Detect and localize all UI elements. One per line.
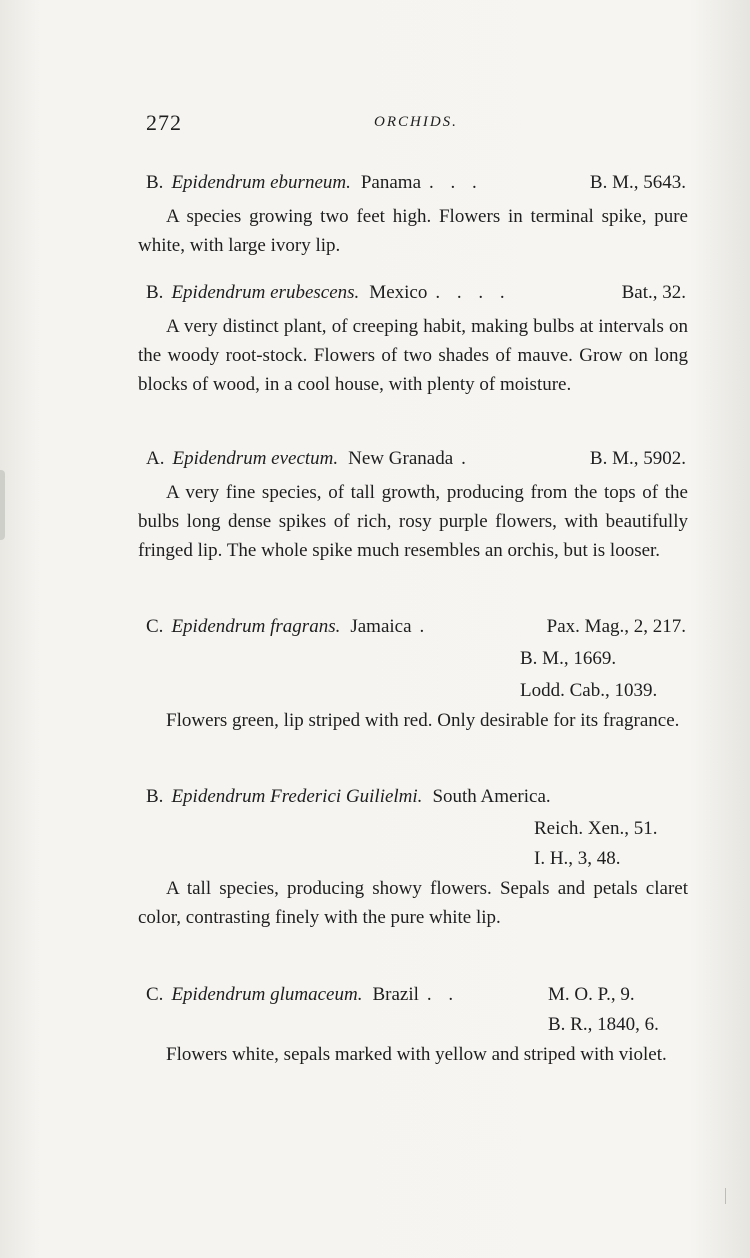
entry-reference: Bat., 32. [621, 282, 686, 303]
entry-headline [146, 168, 686, 198]
entry-name: Epidendrum Frederici Guilielmi. [171, 786, 423, 807]
entry-description [138, 874, 688, 932]
entry-headline [146, 782, 686, 812]
entry-grade: C. [146, 984, 164, 1005]
entry-description [138, 706, 688, 735]
page-edge-shadow [0, 470, 5, 540]
entry-dots: . [419, 616, 431, 637]
entry-location: Jamaica [350, 616, 412, 637]
entry-description-text: Flowers green, lip striped with red. Only desirable for its fragrance. [166, 710, 680, 731]
entry-dots: . . . . [435, 282, 511, 303]
entry-grade: B. [146, 786, 164, 807]
entry-description [138, 478, 688, 565]
entry-description-text: A tall species, producing showy flowers. Sepals and petals claret color, contrasting finely with the pure white lip. [138, 878, 688, 928]
entry-reference: B. M., 1669. [520, 648, 617, 669]
entry-name: Epidendrum glumaceum. [171, 984, 363, 1005]
entry-reference: Reich. Xen., 51. [534, 818, 658, 839]
entry-reference: B. R., 1840, 6. [548, 1014, 659, 1035]
entry-reference: B. M., 5643. [589, 172, 686, 193]
entry-description [138, 312, 688, 399]
entry-grade: B. [146, 172, 164, 193]
page-number: 272 [146, 110, 182, 135]
entry-location: Brazil [372, 984, 419, 1005]
entry-description-text: A species growing two feet high. Flowers in terminal spike, pure white, with large ivory lip. [138, 206, 688, 256]
entry-headline [146, 612, 686, 642]
page-header [146, 110, 686, 140]
entry-location: New Granada [348, 448, 454, 469]
entry-reference: M. O. P., 9. [548, 984, 635, 1005]
entry-location: South America. [432, 786, 551, 807]
entry-description [138, 202, 688, 260]
entry-grade: A. [146, 448, 165, 469]
entry-reference: I. H., 3, 48. [534, 848, 621, 869]
entry-dots: . . [426, 984, 460, 1005]
entry-description-text: A very fine species, of tall growth, producing from the tops of the bulbs long dense spikes of rich, rosy purple flowers, with beautifully fringed lip. The whole spike much resembles an orchis, but is looser. [138, 482, 688, 561]
entry-reference: B. M., 5902. [589, 448, 686, 469]
entry-name: Epidendrum eburneum. [171, 172, 351, 193]
entry-location: Mexico [369, 282, 428, 303]
entry-description-text: A very distinct plant, of creeping habit, making bulbs at intervals on the woody root-stock. Flowers of two shades of mauve. Grow on long blocks of wood, in a cool house, with plenty of moisture. [138, 316, 688, 395]
entry-headline [146, 278, 686, 308]
entry-name: Epidendrum evectum. [172, 448, 339, 469]
entry-reference: Pax. Mag., 2, 217. [546, 616, 686, 637]
entry-grade: C. [146, 616, 164, 637]
running-title: ORCHIDS. [374, 114, 458, 130]
entry-grade: B. [146, 282, 164, 303]
entry-headline [146, 444, 686, 474]
entry-location: Panama [360, 172, 422, 193]
entry-description-text: Flowers white, sepals marked with yellow and striped with violet. [166, 1044, 667, 1065]
entry-reference: Lodd. Cab., 1039. [520, 680, 658, 701]
entry-dots: . [461, 448, 472, 469]
entry-dots: . . . [429, 172, 483, 193]
entry-name: Epidendrum erubescens. [171, 282, 360, 303]
entry-description [138, 1040, 688, 1069]
entry-name: Epidendrum fragrans. [171, 616, 341, 637]
page-margin-mark [725, 1188, 726, 1204]
